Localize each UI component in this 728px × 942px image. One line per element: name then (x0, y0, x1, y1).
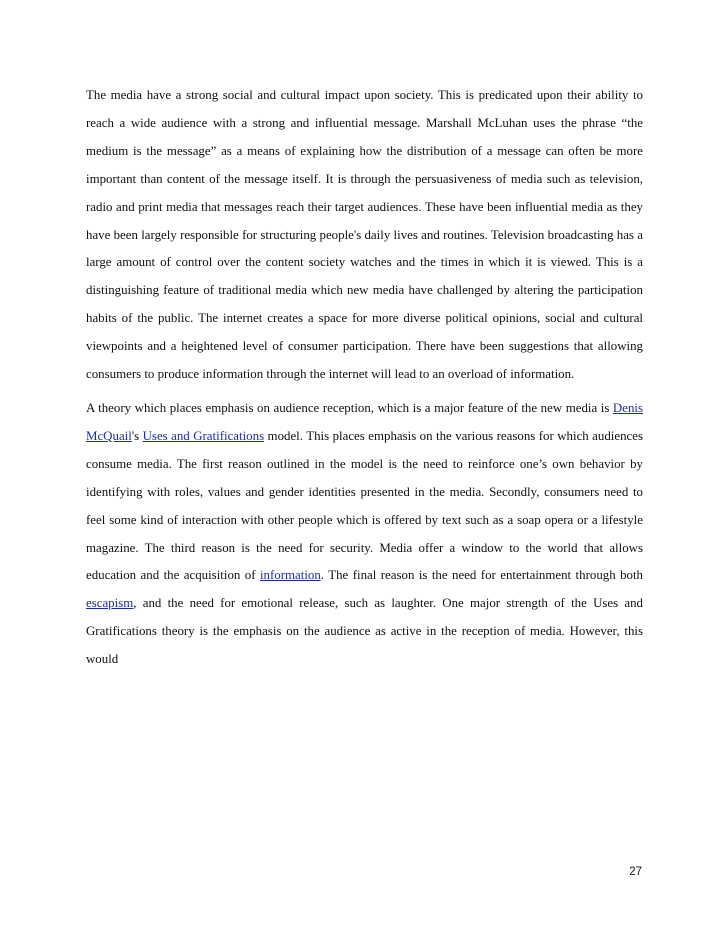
paragraph-uses-and-gratifications (86, 395, 643, 674)
link-escapism[interactable]: escapism (86, 596, 134, 611)
page-number: 27 (629, 866, 642, 878)
paragraph-text: . The final reason is the need for entertainment through both (320, 568, 643, 583)
paragraph-text: , and the need for emotional release, such as laughter. One major strength of the Uses and Gratifications theory is the emphasis on the audience as active in the reception of media. However, this would (86, 596, 643, 667)
link-denis-mcquail[interactable]: Denis McQuail (86, 400, 643, 443)
link-uses-and-gratifications[interactable]: Uses and Gratifications (142, 428, 265, 443)
paragraph-media-impact: The media have a strong social and cultural impact upon society. This is predicated upon their ability to reach a wide audience with a strong and influential message. Marshall McLuhan uses the phrase “the medium is the message” as a means of explaining how the distribution of a message can often be more important than content of the message itself. It is through the persuasiveness of media such as television, radio and print media that messages reach their target audiences. These have been influential media as they have been largely responsible for structuring people's daily lives and routines. Television broadcasting has a large amount of control over the content society watches and the times in which it is viewed. This is a distinguishing feature of traditional media which new media have challenged by altering the participation habits of the public. The internet creates a space for more diverse political opinions, social and cultural viewpoints and a heightened level of consumer participation. There have been suggestions that allowing consumers to produce information through the internet will lead to an overload of information. (86, 88, 643, 382)
paragraph-text: model. This places emphasis on the various reasons for which audiences consume media. The first reason outlined in the model is the need to reinforce one’s own behavior by identifying with roles, values and gender identities presented in the media. Secondly, consumers need to feel some kind of interaction with other people which is offered by text such as a soap opera or a lifestyle magazine. The third reason is the need for security. Media offer a window to the world that allows education and the acquisition of (86, 428, 644, 583)
paragraph-text: A theory which places emphasis on audience reception, which is a major feature of the new media is (86, 400, 613, 415)
link-information[interactable]: information (259, 568, 321, 583)
paragraph-text: 's (131, 428, 143, 443)
body-text (86, 82, 643, 674)
